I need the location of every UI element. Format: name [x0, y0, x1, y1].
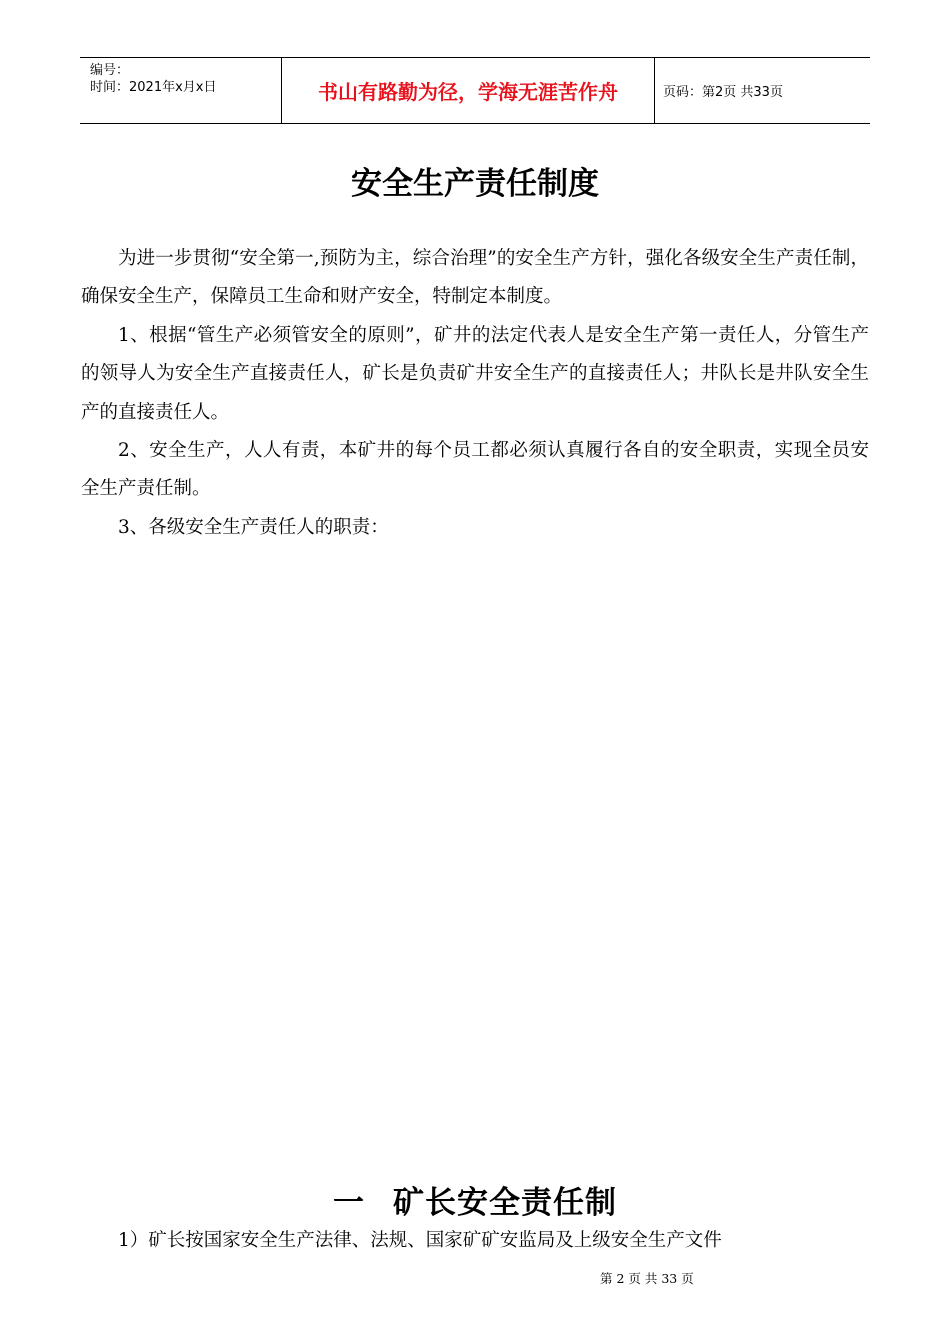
section-title-text: 矿长安全责任制 [393, 1185, 617, 1221]
section-number: 一 [333, 1185, 365, 1221]
page-label: 页码：第2页 共33页 [663, 85, 783, 100]
paragraph-2: 2、安全生产，人人有责，本矿井的每个员工都必须认真履行各自的安全职责，实现全员安全生产责任制。 [81, 440, 869, 500]
section-heading [0, 1177, 950, 1222]
header-table [80, 57, 870, 124]
motto-text: 书山有路勤为径，学海无涯苦作舟 [318, 80, 618, 104]
header-meta-cell [80, 58, 281, 123]
body-text [81, 240, 869, 547]
document-title: 安全生产责任制度 [351, 166, 599, 202]
paragraph-intro: 为进一步贯彻“安全第一,预防为主，综合治理”的安全生产方针，强化各级安全生产责任制，确保安全生产，保障员工生命和财产安全，特制定本制度。 [81, 248, 869, 308]
page-footer: 第 2 页 共 33 页 [600, 1271, 694, 1286]
header-page-cell [655, 58, 870, 123]
paragraph-3: 3、各级安全生产责任人的职责： [118, 516, 389, 538]
section-first-line: 1）矿长按国家安全生产法律、法规、国家矿矿安监局及上级安全生产文件 [118, 1230, 722, 1251]
header-motto-cell [281, 58, 655, 123]
number-label: 编号： [90, 63, 130, 78]
paragraph-1: 1、根据“管生产必须管安全的原则”，矿井的法定代表人是安全生产第一责任人，分管生产的领导人为安全生产直接责任人，矿长是负责矿井安全生产的直接责任人；井队长是井队安全生产的直接责任人。 [81, 324, 869, 423]
time-label: 时间：2021年x月x日 [90, 80, 217, 95]
